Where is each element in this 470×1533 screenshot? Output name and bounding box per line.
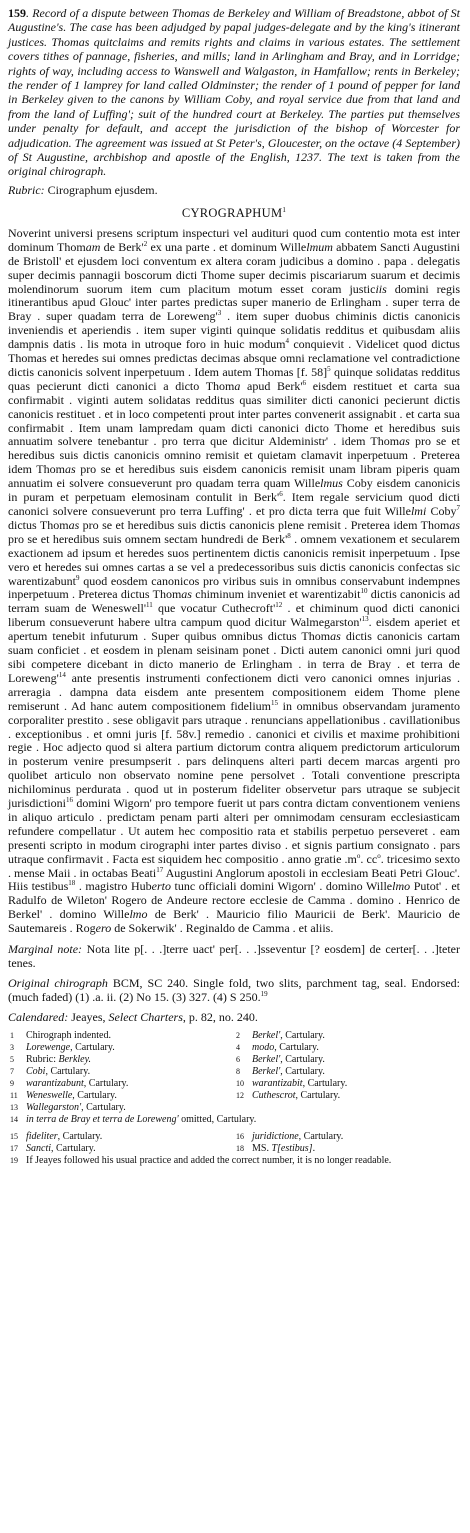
- footnotes: [8, 1030, 460, 1167]
- footnote-ref: 6: [279, 490, 283, 499]
- footnote-ref: 18: [68, 879, 76, 888]
- footnote-13: 13 Wallegarston', Cartulary.: [10, 1102, 126, 1114]
- section-heading: CYROGRAPHUM$^1$: [181, 205, 287, 220]
- footnote-ref: 19: [260, 990, 268, 999]
- footnote-ref: 1: [282, 205, 287, 214]
- footnote-ref: 3: [217, 309, 222, 318]
- footnote-ref: 10: [360, 587, 368, 596]
- rubric-text: Cirographum ejusdem.: [47, 182, 158, 197]
- footnote-ref: 12: [275, 601, 283, 610]
- footnote-18: 18 MS. T[estibus].: [236, 1143, 316, 1155]
- footnote-16: 16 juridictione, Cartulary.: [236, 1131, 344, 1143]
- footnote-ref: 2: [143, 239, 148, 248]
- rubric-line: [8, 183, 460, 197]
- footnote-12: 12 Cuthescrot, Cartulary.: [236, 1090, 341, 1102]
- footnote-ref: 4: [285, 337, 290, 346]
- footnote-15: 15 fideliter, Cartulary.: [10, 1131, 103, 1143]
- footnote-8: 8 Berkel', Cartulary.: [236, 1066, 325, 1078]
- footnote-4: 4 modo, Cartulary.: [236, 1042, 319, 1054]
- footnote-ref: 5: [327, 364, 331, 373]
- charter-text: Noverint universi presens scriptum inspecturi vel audituri quod cum contentio mota est inter dominum Thomam de $Berk'^2$ ex una parte . et dominum Willelmum abbatem Sancti Augustini de Bristoll' et ejusdem loci conventum ex altera coram judicibus a domino . papa . delegatis super decimis pannagii boscorum dicti Thome super decimis piscariarum suarum et decimis molendinorum suorum item cum placitum motum esset coram justiciis domini regis itinerantibus apud Glouc' inter partes predictas super manerio de Erlingham . super terra de Bray . super quadam terra de $Loreweng'^3$ . item super duobus chiminis dictis canonicis inveniendis et aperiendis . item super viginti quinque solidatis redditus et quibusdam aliis dampnis datis . lis mota in utroque foro in huic modum$^4$ conquievit . Videlicet quod dictus Thomas et heredes sui omnes predictas decimas absque omni reclamatione vel contradictione dictis canonicis solvent inperpetuum . Idem autem Thomas [f. 58]$^5$ quinque solidatas redditus quas pecierunt dicti canonici a dicto Thoma apud $Berk'^6$ eisdem restituet et carta sua confirmabit . viginti autem solidatas redditus quas similiter dicti canonici pecierunt dictis canonicis restituet . et in loco competenti prout inter partes convenerit assignabit . et carta sua confirmabit . Item unam lampredam quam dicti canonici dicto Thome et heredibus suis annuatim solvere tenebantur . pro terra que dicitur Aldeministr' . idem Thomas pro se et heredibus suis dictis canonicis omnino remisit et quietam clamavit inperpetuum . Preterea idem Thomas pro se et heredibus suis eisdem canonicis remisit unam libram piperis quam annuatim ei solvere consueverunt pro quadam terra quam Willelmus Coby eisdem canonicis in puram et perpetuam elemosinam contulit in $Berk'^6$. Item regale servicium quod dicti canonici solvere consueverunt pro terra Luffing' . et pro dicta terra que fuit Willelmi Coby$^7$ dictus Thomas pro se et heredibus suis dictis canonicis plene remisit . Preterea idem Thomas pro se et heredibus suis omnem sectam hundredi de $Berk'^8$ . omnem vexationem et secularem exactionem ad ipsum et heredes suos pertinentem dictis canonicis remisit inperpetuum . Ipse vero et heredes sui omnes cartas a se vel a predecessoribus suis dictis canonicis confectas sic warentizabunt$^9$ quod eosdem canonicos pro viribus suis in omnibus conservabunt indempnes inperpetuum . Preterea dictus Thomas chiminum inveniet et warentizabit$^{10}$ dictis canonicis ad terram suam de $Weneswell'^{11}$ que vocatur $Cuthecroft'^{12}$ . et chiminum quod dicti canonici liberum consueverunt habere ultra campum quod dicitur $Walmegarston'^{13}$. eisdem aperiet et apertum tenebit infuturum . Super quibus omnibus dictus Thomas dictis canonicis cartam suam conficiet . et eosdem in plenam seisinam ponet . Dicti autem canonici omni juri quod sibi competere dicebant in dicto manerio de Erlingham . in terra de Bray . et terra de $Loreweng'^{14}$ ante presentis instrumenti confectionem dicti vero canonici omnes injurias . arreragia . dampna data eisdem ante presentem compositionem eidem Thome plene remiserunt . Ad hanc autem compositionem fidelium$^{15}$ in omnibus observandam juramento corporaliter prestito . sese obligavit pars utraque . renuncians appellationibus . cavillationibus . exceptionibus . et omni juris [f. 58v.] remedio . canonici et civilis et maxime prohibitioni regie . Hoc adjecto quod si altera partium dictorum contra aliquem predictorum articulorum in posterum venire presumpserit . pars delinquens alteri parti decem marcas argenti pro quolibet articulo non observato nomine pene persolvet . Totali conventione prescripta nichilominus perdurata . quod ut in posterum fideliter observetur pars utraque se subjecit jurisdictioni$^{16}$ domini Wigorn' pro tempore fuerit ut pars contra dictam conventionem veniens in aliquo articulo . predictam penam parti alteri per omnimodam censuram ecclesiasticam refundere compellatur . Ut autem hec compositio rata et stabilis perpetuo perseveret . eam presenti scripto in modum cirographi inter partes diviso . et signis partium consignato . pars utraque confirmavit . Facta est siquidem hec compositio . anno gratie $.m^o$. $cc^o$. tricesimo sexto . mense Maii . in octabas Beati$^{17}$ Augustini Anglorum apostoli in ecclesiam Beati Petri Glouc'. Hiis testibus$^{18}$ . magistro Huberto tunc officiali domini Wigorn' . domino Willelmo Putot' . et Radulfo de Wileton' Rogero de Andeure rectore ecclesie de Camma . domino . Henrico de Berkel' . domino Willelmo de Berk' . Mauricio filio Mauricii de Berk'. Mauricio de Sautemareis . Rogero de Sokerwik' . Reginaldo de Camma . et aliis.: [8, 225, 461, 936]
- footnote-ref: 13: [361, 615, 369, 624]
- footnote-1: 1 Chirograph indented.: [10, 1030, 111, 1042]
- marginal-note: Marginal note: Nota lite p[. . .]terre uact' per[. . .]sseventur [? eosdem] de certer[. . .]teter tenes.: [8, 942, 461, 971]
- calendared-note: Calendared: Jeayes, Select Charters, p. 82, no. 240.: [8, 1010, 258, 1025]
- footnote-9: 9 warantizabunt, Cartulary.: [10, 1078, 129, 1090]
- original-chirograph-note: Original chirograph BCM, SC 240. Single fold, two slits, parchment tag, seal. Endorsed: (much faded) (1) .a. ii. (2) No 15. (3) 327. (4) S 250.19: [8, 976, 460, 1005]
- footnote-17: 17 Sancti, Cartulary.: [10, 1143, 96, 1155]
- summary-text: . Record of a dispute between Thomas de Berkeley and William of Breadstone, abbot of St Augustine's. The case has been adjudged by papal judges-delegate and by the king's itinerant justices. Thomas quitclaims and remits rights and claims in various estates. The settlement covers tithes of pannage, fisheries, and mills; land in Arlingham and Bray, and in Lorridge; rights of way, including access to Wanswell and Walgaston, in Hamfallow; rents in Berkeley; the render of 1 lamprey for land called Oldminster; the render of 1 pound of pepper for land in Berkeley given to the canons by William Coby, and royal service due from that land and from the land of Luffing'; suit of the hundred court at Berkeley. The parties put themselves under penalty for default, and accept the jurisdiction of the bishop of Worcester for adjudication. The agreement was issued at St Peter's, Gloucester, on the octave (4 September) of St Augustine, archbishop and apostle of the English, 1237. The text is taken from the original chirograph.: [8, 6, 460, 179]
- document-summary: [8, 6, 460, 179]
- footnote-ref: 16: [66, 796, 73, 805]
- footnote-6: 6 Berkel', Cartulary.: [236, 1054, 325, 1066]
- footnote-11: 11 Weneswelle, Cartulary.: [10, 1090, 117, 1102]
- footnote-14: 14 in terra de Bray et terra de Loreweng' omitted, Cartulary.: [10, 1114, 257, 1126]
- rubric-label: Rubric:: [8, 182, 45, 197]
- footnote-2: 2 Berkel', Cartulary.: [236, 1030, 325, 1042]
- footnote-7: 7 Cobi, Cartulary.: [10, 1066, 91, 1078]
- footnote-ref: 17: [156, 865, 164, 874]
- footnote-ref: 9: [75, 573, 80, 582]
- footnote-3: 3 Lorewenge, Cartulary.: [10, 1042, 115, 1054]
- entry-number: 159: [8, 6, 26, 20]
- footnote-ref: 7: [456, 504, 460, 512]
- footnote-19: 19 If Jeayes followed his usual practice and added the correct number, it is no longer readable.: [10, 1155, 392, 1167]
- footnote-ref: 6: [302, 378, 307, 387]
- footnote-ref: 8: [287, 531, 291, 540]
- footnote-ref: 14: [58, 670, 66, 679]
- footnote-ref: 15: [270, 698, 278, 707]
- footnote-10: 10 warantizabit, Cartulary.: [236, 1078, 348, 1090]
- footnote-ref: 11: [145, 601, 153, 610]
- footnote-5: 5 Rubric: Berkley.: [10, 1054, 91, 1066]
